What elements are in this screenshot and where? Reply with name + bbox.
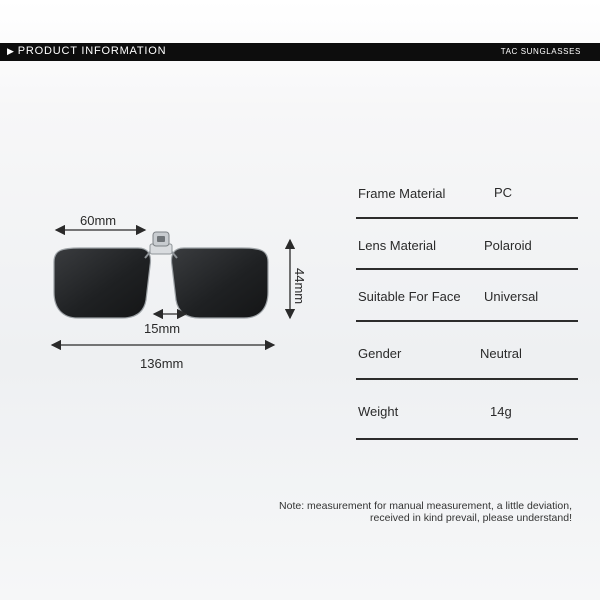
spec-label: Lens Material: [358, 238, 437, 253]
left-lens: [54, 248, 151, 318]
note-line-2: received in kind prevail, please understand!: [370, 512, 572, 524]
spec-value: 14g: [490, 404, 512, 419]
measurement-note: [212, 500, 572, 524]
spec-divider: [356, 320, 578, 322]
banner-brand: TAC SUNGLASSES: [500, 47, 581, 56]
product-diagram: [0, 0, 340, 420]
spec-value: PC: [494, 185, 513, 200]
lens-width-label: 60mm: [80, 213, 117, 228]
lens-height-label: 44mm: [292, 268, 307, 305]
spec-divider: [356, 438, 578, 440]
banner-title-text: PRODUCT INFORMATION: [17, 45, 167, 57]
spec-divider: [356, 378, 578, 380]
bridge-label: 15mm: [144, 321, 181, 336]
spec-divider: [356, 268, 578, 270]
spec-value: Neutral: [480, 346, 522, 361]
spec-label: Gender: [358, 346, 402, 361]
chevron-right-icon: ▶: [7, 45, 15, 56]
spec-value: Universal: [484, 289, 539, 304]
right-lens: [172, 248, 269, 318]
spec-divider: [356, 217, 578, 219]
spec-label: Frame Material: [358, 186, 446, 201]
spec-label: Weight: [358, 404, 399, 419]
note-line-1: Note: measurement for manual measurement, a little deviation,: [279, 500, 572, 512]
spec-value: Polaroid: [484, 238, 532, 253]
total-width-label: 136mm: [140, 356, 184, 371]
spec-label: Suitable For Face: [358, 289, 461, 304]
